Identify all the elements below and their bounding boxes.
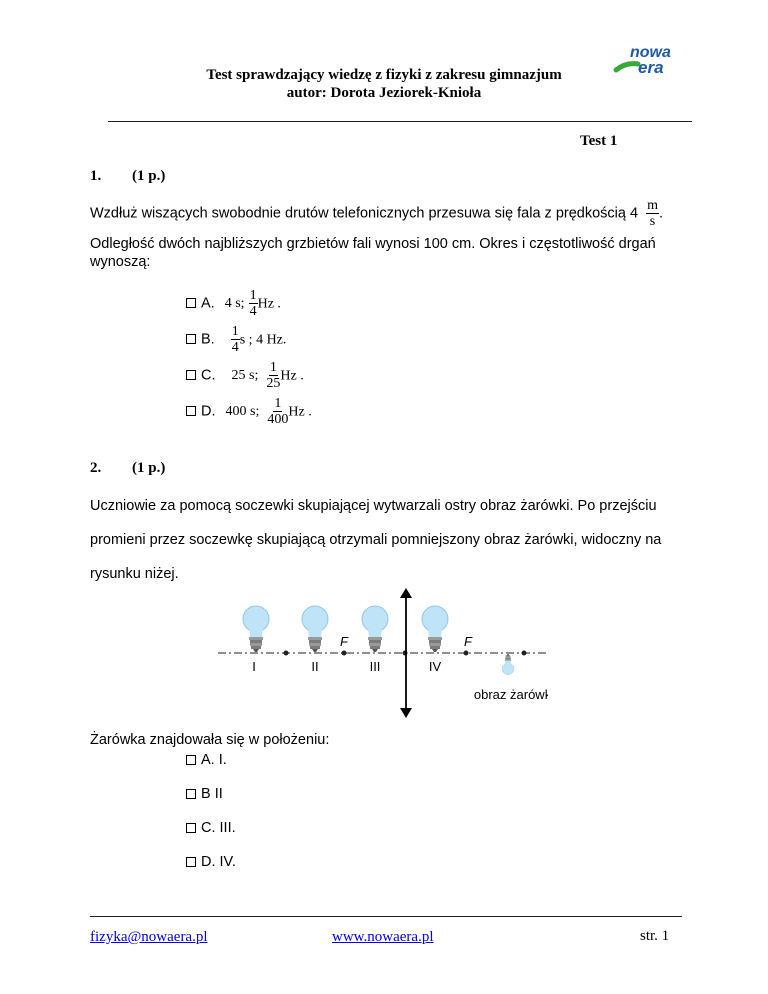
q1-number: 1. [90,168,102,184]
q1-option-a[interactable] [186,288,281,319]
footer-email-wrap [90,928,208,946]
header-rule [108,121,692,122]
bulb-position-4 [422,606,448,652]
nowa-era-logo [612,42,682,82]
q1-option-c[interactable] [186,360,304,391]
option-fraction: $\frac{1}{4}$ [231,324,239,355]
q1-points: (1 p.) [132,168,166,184]
q1-text-line1 [90,198,663,229]
velocity-unit [646,198,659,229]
option-label: B II [201,786,223,802]
q1-text-a: Wzdłuż wiszących swobodnie drutów telefonicznych przesuwa się fala z prędkością 4 [90,205,639,222]
q2-option-c[interactable] [186,820,236,836]
q2-text-line2: promieni przez soczewkę skupiającą otrzymali pomniejszony obraz żarówki, widoczny na [90,532,662,548]
option-label: D. IV. [201,854,236,870]
bulb-position-1 [243,606,269,652]
q2-points: (1 p.) [132,460,166,476]
option-label: C. III. [201,820,236,836]
option-pre: 400 s; [225,404,260,420]
option-label: A. I. [201,752,227,768]
focus-label-right: F [464,634,472,649]
checkbox-icon[interactable] [186,823,196,833]
option-fraction: $\frac{1}{400}$ [267,396,289,427]
position-label-4: IV [428,659,442,674]
option-label: D. [201,403,216,420]
checkbox-icon[interactable] [186,755,196,765]
image-label: obraz żarówki [473,687,548,702]
q1-option-b[interactable] [186,324,286,355]
q2-prompt: Żarówka znajdowała się w położeniu: [90,732,330,748]
option-post: s ; 4 Hz. [239,332,287,348]
footer-website-link[interactable]: www.nowaera.pl [332,929,434,945]
q2-number: 2. [90,460,102,476]
q2-option-d[interactable] [186,854,236,870]
checkbox-icon[interactable] [186,370,196,380]
option-fraction: $\frac{1}{25}$ [266,360,281,391]
checkbox-icon[interactable] [186,334,196,344]
test-label: Test 1 [580,133,618,149]
option-label: A. [201,295,215,312]
bulb-image-inverted [502,654,514,675]
unit-denominator: s [649,214,656,229]
q1-text-line2: Odległość dwóch najbliższych grzbietów fali wynosi 100 cm. Okres i częstotliwość drgań [90,236,656,252]
position-label-1: I [252,659,256,674]
bulb-position-3 [362,606,388,652]
option-post: Hz . [257,296,281,312]
lens-figure [218,586,548,720]
checkbox-icon[interactable] [186,789,196,799]
option-pre: 25 s; [231,368,259,384]
option-label: C. [201,367,216,384]
bulb-position-2 [302,606,328,652]
option-fraction: $\frac{1}{4}$ [249,288,257,319]
header-author: autor: Dorota Jeziorek-Knioła [286,85,482,101]
q2-option-b[interactable] [186,786,223,802]
footer-website-wrap [332,928,434,946]
checkbox-icon[interactable] [186,298,196,308]
option-post: Hz . [280,368,304,384]
checkbox-icon[interactable] [186,857,196,867]
page-number: str. 1 [640,928,670,944]
footer-email-link[interactable]: fizyka@nowaera.pl [90,929,208,945]
position-label-2: II [311,659,319,674]
header-title: Test sprawdzający wiedzę z fizyki z zakresu gimnazjum [206,67,562,83]
q2-text-line3: rysunku niżej. [90,566,179,582]
checkbox-icon[interactable] [186,406,196,416]
logo-text-top: nowa [630,44,671,61]
option-post: Hz . [288,404,312,420]
q2-text-line1: Uczniowie za pomocą soczewki skupiającej wytwarzali ostry obraz żarówki. Po przejściu [90,498,657,514]
option-label: B. [201,331,215,348]
unit-numerator: m [647,198,658,213]
position-label-3: III [369,659,381,674]
q1-text-line3: wynoszą: [90,254,151,270]
logo-text-bottom: era [638,58,664,77]
option-pre: 4 s; [224,296,245,312]
q2-option-a[interactable] [186,752,227,768]
q1-text-a-end: . [658,205,663,222]
footer-rule [90,916,682,917]
focus-label-left: F [340,634,348,649]
q1-option-d[interactable] [186,396,312,427]
